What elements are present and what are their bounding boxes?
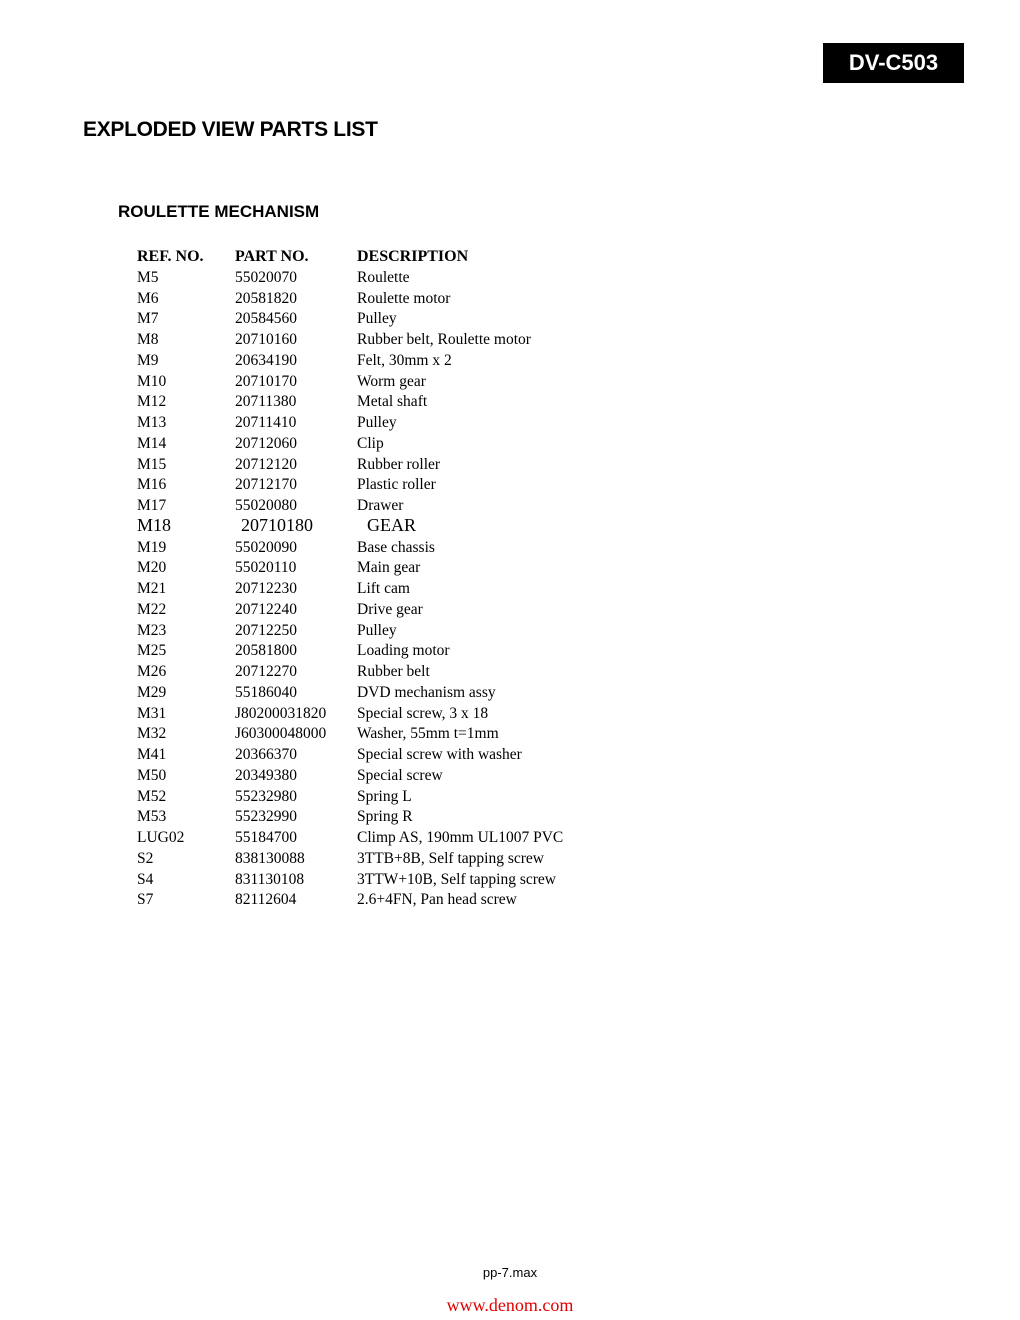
description-cell: GEAR — [367, 514, 416, 535]
part-no-cell: 20711410 — [235, 414, 297, 431]
table-body — [137, 266, 657, 909]
ref-no-cell: M53 — [137, 808, 167, 826]
part-no-cell: 55020080 — [235, 497, 297, 514]
part-no-cell: 20634190 — [235, 351, 297, 369]
part-no-cell: 82112604 — [235, 891, 297, 909]
ref-no-cell: M18 — [137, 514, 172, 535]
table-row — [137, 889, 657, 910]
ref-no-cell: M14 — [137, 434, 167, 452]
description-cell: Rubber belt, Roulette motor — [357, 331, 531, 348]
description-cell: Washer, 55mm t=1mm — [357, 725, 499, 743]
description-cell: Climp AS, 190mm UL1007 PVC — [357, 829, 564, 846]
part-no-cell: 20712270 — [235, 663, 297, 680]
ref-no-cell: M29 — [137, 683, 167, 701]
table-row — [137, 494, 657, 515]
parts-table — [137, 245, 657, 909]
part-no-cell: 20711380 — [235, 393, 297, 411]
part-no-cell: 831130108 — [235, 870, 305, 888]
description-cell: Lift cam — [357, 580, 410, 597]
part-no-cell: 55184700 — [235, 829, 297, 846]
table-row — [137, 806, 657, 827]
ref-no-cell: M6 — [137, 289, 159, 307]
description-cell: Drawer — [357, 497, 404, 514]
ref-no-cell: M32 — [137, 725, 167, 743]
ref-no-cell: M22 — [137, 600, 167, 618]
description-cell: Spring R — [357, 808, 413, 826]
table-row — [137, 743, 657, 764]
part-no-cell: 55020070 — [235, 268, 297, 286]
description-cell: Main gear — [357, 559, 421, 577]
description-cell: Base chassis — [357, 538, 435, 556]
table-row — [137, 785, 657, 806]
description-cell: Loading motor — [357, 642, 450, 660]
description-cell: Felt, 30mm x 2 — [357, 351, 452, 369]
description-cell: Drive gear — [357, 600, 423, 618]
part-no-cell: 20712060 — [235, 434, 297, 452]
table-row — [137, 868, 657, 889]
table-row — [137, 681, 657, 702]
ref-no-cell: M41 — [137, 746, 167, 763]
table-row — [137, 660, 657, 681]
description-cell: DVD mechanism assy — [357, 683, 496, 701]
description-cell: Special screw — [357, 766, 443, 784]
description-cell: Special screw with washer — [357, 746, 522, 763]
part-no-cell: 55020110 — [235, 559, 297, 577]
part-no-cell: 20712250 — [235, 621, 297, 639]
description-cell: Spring L — [357, 787, 412, 805]
table-row — [137, 287, 657, 308]
section-title: ROULETTE MECHANISM — [118, 202, 320, 221]
ref-no-cell: M10 — [137, 372, 167, 390]
ref-no-cell: M12 — [137, 393, 167, 411]
description-cell: Plastic roller — [357, 476, 436, 494]
table-row — [137, 826, 657, 847]
part-no-cell: J80200031820 — [235, 704, 327, 722]
part-no-cell: 20710180 — [241, 514, 313, 535]
part-no-cell: 55020090 — [235, 538, 297, 556]
part-no-cell: 838130088 — [235, 849, 305, 867]
table-row — [137, 349, 657, 370]
header-part-no: PART NO. — [235, 248, 309, 265]
ref-no-cell: M9 — [137, 351, 159, 369]
ref-no-cell: M13 — [137, 414, 167, 431]
header-ref-no: REF. NO. — [137, 248, 204, 265]
table-row — [137, 557, 657, 578]
part-no-cell: 20581820 — [235, 289, 297, 307]
table-row — [137, 432, 657, 453]
description-cell: Rubber belt — [357, 663, 430, 680]
ref-no-cell: M5 — [137, 268, 159, 286]
header-description: DESCRIPTION — [357, 248, 469, 265]
table-row — [137, 391, 657, 412]
ref-no-cell: LUG02 — [137, 829, 185, 846]
table-row — [137, 577, 657, 598]
ref-no-cell: M21 — [137, 580, 167, 597]
part-no-cell: 20710160 — [235, 331, 297, 348]
ref-no-cell: M19 — [137, 538, 167, 556]
ref-no-cell: M16 — [137, 476, 167, 494]
part-no-cell: 20712240 — [235, 600, 297, 618]
description-cell: Clip — [357, 434, 384, 452]
table-row — [137, 598, 657, 619]
table-row — [137, 619, 657, 640]
table-row — [137, 328, 657, 349]
table-row — [137, 702, 657, 723]
ref-no-cell: M8 — [137, 331, 159, 348]
part-no-cell: 20581800 — [235, 642, 297, 660]
ref-no-cell: S4 — [137, 870, 154, 888]
table-row — [137, 474, 657, 495]
ref-no-cell: S7 — [137, 891, 154, 909]
ref-no-cell: M7 — [137, 310, 159, 328]
footer-link[interactable]: www.denom.com — [446, 1295, 574, 1315]
description-cell: Worm gear — [357, 372, 426, 390]
description-cell: Pulley — [357, 621, 397, 639]
part-no-cell: 55232980 — [235, 787, 297, 805]
footer-label: pp-7.max — [482, 1265, 538, 1280]
description-cell: 2.6+4FN, Pan head screw — [357, 891, 517, 909]
description-cell: Pulley — [357, 414, 397, 431]
ref-no-cell: M23 — [137, 621, 167, 639]
table-row — [137, 640, 657, 661]
part-no-cell: 20712230 — [235, 580, 297, 597]
description-cell: Roulette motor — [357, 289, 451, 307]
description-cell: 3TTW+10B, Self tapping screw — [357, 870, 557, 888]
ref-no-cell: M31 — [137, 704, 167, 722]
table-header — [137, 245, 657, 266]
table-row — [137, 411, 657, 432]
ref-no-cell: M52 — [137, 787, 167, 805]
ref-no-cell: M20 — [137, 559, 167, 577]
model-badge: DV-C503 — [823, 43, 964, 83]
table-row — [137, 266, 657, 287]
table-row — [137, 453, 657, 474]
description-cell: 3TTB+8B, Self tapping screw — [357, 849, 544, 867]
table-row — [137, 536, 657, 557]
ref-no-cell: M17 — [137, 497, 167, 514]
table-row — [137, 723, 657, 744]
description-cell: Special screw, 3 x 18 — [357, 704, 489, 722]
ref-no-cell: M26 — [137, 663, 167, 680]
table-row — [137, 308, 657, 329]
part-no-cell: 55186040 — [235, 683, 297, 701]
description-cell: Metal shaft — [357, 393, 428, 411]
part-no-cell: 55232990 — [235, 808, 297, 826]
ref-no-cell: M50 — [137, 766, 167, 784]
part-no-cell: J60300048000 — [235, 725, 327, 743]
table-row — [137, 370, 657, 391]
part-no-cell: 20710170 — [235, 372, 297, 390]
part-no-cell: 20584560 — [235, 310, 297, 328]
description-cell: Pulley — [357, 310, 397, 328]
ref-no-cell: M25 — [137, 642, 167, 660]
ref-no-cell: S2 — [137, 849, 154, 867]
part-no-cell: 20712170 — [235, 476, 297, 494]
page-title: EXPLODED VIEW PARTS LIST — [83, 118, 378, 141]
ref-no-cell: M15 — [137, 455, 167, 473]
part-no-cell: 20712120 — [235, 455, 297, 473]
table-row — [137, 847, 657, 868]
part-no-cell: 20366370 — [235, 746, 297, 763]
description-cell: Roulette — [357, 268, 410, 286]
part-no-cell: 20349380 — [235, 766, 297, 784]
description-cell: Rubber roller — [357, 455, 441, 473]
table-row — [137, 515, 657, 536]
table-row — [137, 764, 657, 785]
